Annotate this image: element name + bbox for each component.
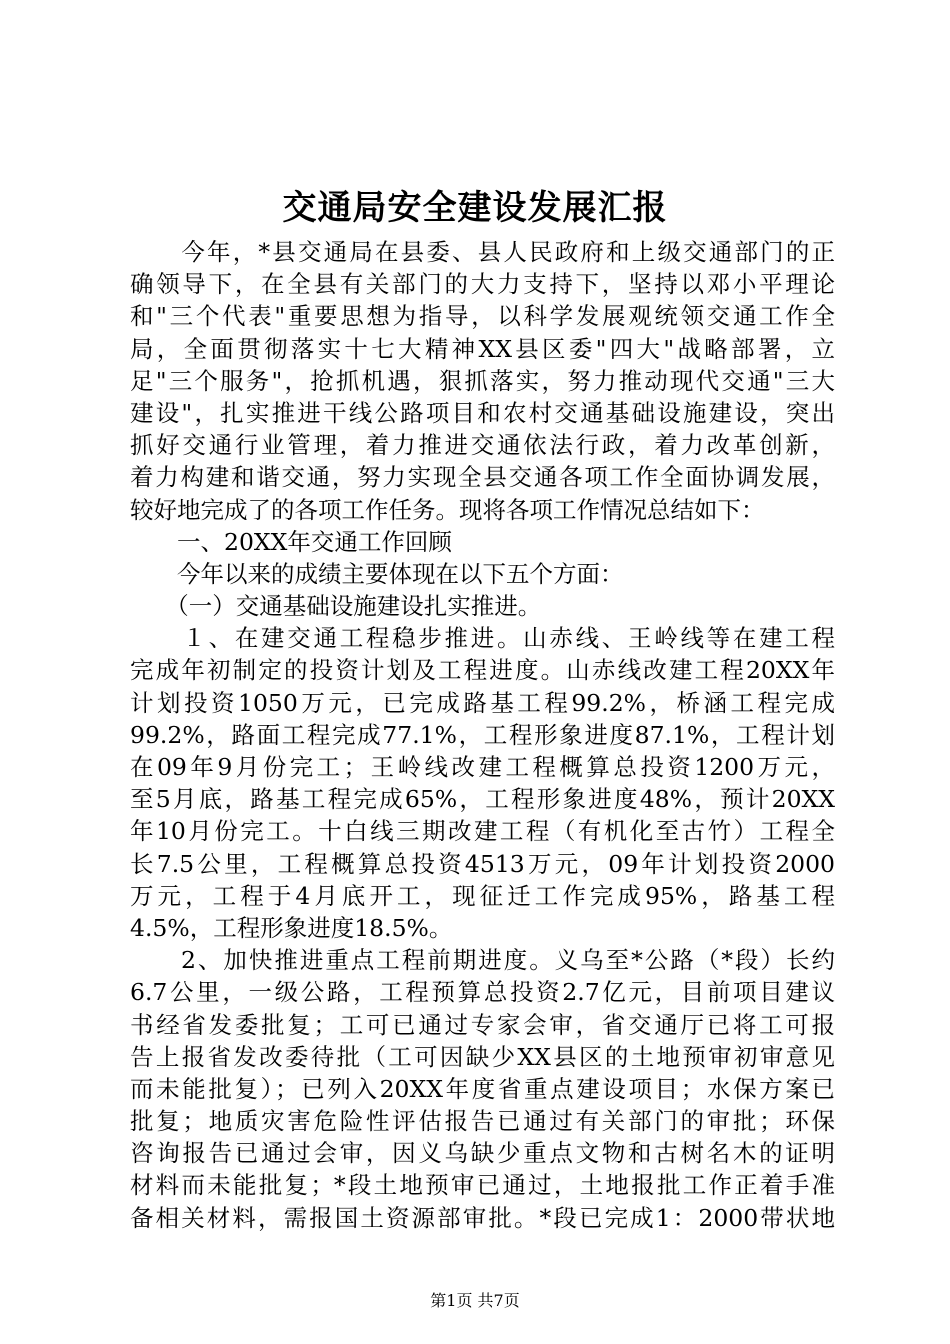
text-line: １、在建交通工程稳步推进。山赤线、王岭线等在建工程 (130, 624, 835, 653)
text-line: 长7.5公里，工程概算总投资4513万元，09年计划投资2000 (130, 849, 835, 878)
text-line: 告上报省发改委待批（工可因缺少XX县区的土地预审初审意见 (130, 1042, 835, 1071)
text-line: 确领导下，在全县有关部门的大力支持下，坚持以邓小平理论 (130, 270, 835, 299)
text-line: 足"三个服务"，抢抓机遇，狠抓落实，努力推动现代交通"三大 (130, 366, 835, 395)
text-line: 年10月份完工。十白线三期改建工程（有机化至古竹）工程全 (130, 817, 835, 846)
text-line: 批复；地质灾害危险性评估报告已通过有关部门的审批；环保 (130, 1107, 835, 1136)
text-line: 6.7公里，一级公路，工程预算总投资2.7亿元，目前项目建议 (130, 978, 835, 1007)
text-line: （一）交通基础设施建设扎实推进。 (130, 592, 542, 621)
text-line: 局，全面贯彻落实十七大精神XX县区委"四大"战略部署，立 (130, 334, 835, 363)
text-line: 和"三个代表"重要思想为指导，以科学发展观统领交通工作全 (130, 302, 835, 331)
text-line: 一、20XX年交通工作回顾 (130, 527, 452, 556)
text-line: 而未能批复）；已列入20XX年度省重点建设项目；水保方案已 (130, 1074, 835, 1103)
text-line: 计划投资1050万元，已完成路基工程99.2%，桥涵工程完成 (130, 688, 835, 717)
text-line: 4.5%，工程形象进度18.5%。 (130, 913, 453, 942)
text-line: 书经省发委批复；工可已通过专家会审，省交通厅已将工可报 (130, 1010, 835, 1039)
text-line: 咨询报告已通过会审，因义乌缺少重点文物和古树名木的证明 (130, 1139, 835, 1168)
text-line: 备相关材料，需报国土资源部审批。*段已完成1：2000带状地 (130, 1203, 835, 1232)
text-line: 着力构建和谐交通，努力实现全县交通各项工作全面协调发展， (130, 463, 835, 492)
text-line: 材料而未能批复；*段土地预审已通过，土地报批工作正着手准 (130, 1171, 835, 1200)
text-line: 在09年9月份完工；王岭线改建工程概算总投资1200万元， (130, 753, 835, 781)
document-title: 交通局安全建设发展汇报 (282, 188, 668, 228)
text-line: 99.2%，路面工程完成77.1%，工程形象进度87.1%，工程计划 (130, 720, 835, 749)
text-line: 今年，*县交通局在县委、县人民政府和上级交通部门的正 (130, 238, 835, 266)
page-footer: 第1页 共7页 (430, 1291, 520, 1310)
text-line: 万元，工程于4月底开工，现征迁工作完成95%，路基工程 (130, 881, 835, 910)
text-line: 完成年初制定的投资计划及工程进度。山赤线改建工程20XX年 (130, 656, 835, 685)
text-line: 建设"，扎实推进干线公路项目和农村交通基础设施建设，突出 (130, 398, 835, 427)
text-line: 抓好交通行业管理，着力推进交通依法行政，着力改革创新， (130, 431, 835, 460)
document-body (130, 236, 835, 1234)
text-line: 至5月底，路基工程完成65%，工程形象进度48%，预计20XX (130, 785, 835, 814)
text-line: 2、加快推进重点工程前期进度。义乌至*公路（*段）长约 (130, 946, 835, 975)
text-line: 较好地完成了的各项工作任务。现将各项工作情况总结如下： (130, 495, 765, 524)
text-line: 今年以来的成绩主要体现在以下五个方面： (130, 559, 624, 588)
